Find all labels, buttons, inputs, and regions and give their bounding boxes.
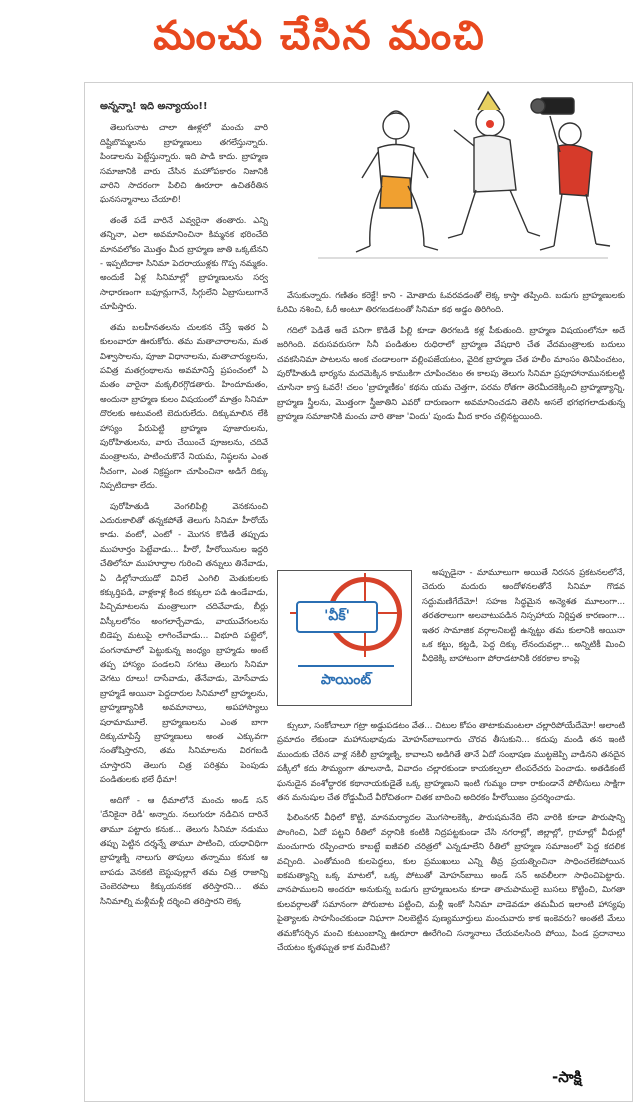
paragraph: తంతే పడే వారినే ఎవ్వరైనా తంతారు. ఎన్ని తన్నినా, ఎలా అవమానించినా కిమ్మనక భరించేది మానవలోకం మొత్తం మీద బ్రాహ్మణ జాతి ఒక్కటేనని - ఇప్పటిదాకా సినిమా పెదరాయుళ్లకు గొప్ప నమ్మకం. అందుకే ఏళ్ల సినిమాల్లో బ్రాహ్మణులను సర్వ సాధారణంగా బఫూన్లుగానే, సిగ్గులేని ఏబ్రాసులుగానే చూపిస్తారు. <box>100 214 268 312</box>
article-title-text: మంచు చేసిన మంచి <box>153 13 486 59</box>
paragraph: ఫిలింనగర్ వీధిలో కొట్టి, మానమర్యాదల మొగసాలకెక్కి, పౌరుషమనేది లేని వారికి కూడా పౌరుషాన్ని పొంగించి, ఏదో పట్టని రీతిలో వర్గానికి కంటికి నిద్రపట్టకుండా చేసి నగరాల్లో, జిల్లాల్లో, గ్రామాల్లో వీధుల్లో మంచుగారు రప్పించారు కాబట్టే ఐజీవలి చరిత్రలో ఎన్నడూలేని రీతిలో బ్రాహ్మణ సమాజంలో పెద్ద కదలిక వచ్చింది. ఎంతోమంది కులపెద్దలు, కుల ప్రముఖులు ఎన్ని తీవ్ర ప్రయత్నించినా సాధించలేకపోయిన ఐకమత్యాన్ని ఒక్క మాటలో, ఒక్క పోటుతో మోహన్‌బాబు అండ్ సన్ అవలీలగా సాధించిపెట్టారు. వానపాములని అందరూ అనుకున్న బడుగు బ్రాహ్మణులను కూడా తాచుపాములై బుసలు కొట్టించి, మిగతా కులవర్గాలతో సమానంగా పోరుబాట పట్టించి, మళ్లీ ఇంకో సినిమా వాడెవడూ తమమీద ఇలాంటి హాస్యపు పైత్యాలకు సాహసించకుండా నిఘాగా నిలబెట్టిన పుణ్యమూర్తులు మంచువారు కాక ఇంకెవరు? అంతటి మేలు తమకోసర్చిన మంచి కుటుంబాన్ని ఊరూరా ఊరేగించి సన్మానాలు చేయవలసింది పోయి, పిండ ప్రదానాలు చేయటం కృతఘ్నత కాక మరేమిటి? <box>277 812 625 953</box>
opening-line: అన్నన్నా! ఇది అన్యాయం!! <box>100 101 208 112</box>
column-bottom <box>277 718 625 1082</box>
paragraph: అప్పుడైనా - మామూలుగా అయితే నిరసన ప్రకటనలలోనే, చెదురు మదురు ఆందోళనలతోనే సినిమా గొడవ సద్దుమణిగేదేమో! సహజ సిద్ధమైన అన్యెశత మూలంగా... తరతరాలుగా అలవాటుపడిన నిస్సహాయ నిర్లిప్తత కారణంగా... ఇతర సామాజిక వర్గాలనిబట్టి ఉన్నట్టు తమ కులానికి అయినా ఒక కట్టు, కట్టడి, పెద్ద దిక్కు లేనందువల్లా... అన్నిటికీ మించి వీధికెక్కి బాహాటంగా పోరాడటానికి రకరకాల కాంప్లె <box>422 567 625 664</box>
weak-point-logo <box>277 570 412 706</box>
paragraph: అదిగో - ఆ ధీమాలోనే మంచు అండ్ సన్ 'దేనికైనా రెడీ' అన్నారు. నలుగురూ నడిచిన దారినే తామూ పట్టారు కనుక... తెలుగు సినిమా నడుము తప్పు పెట్టిన దర్శన్నే తామూ పాటించి, యధావిధిగా బ్రాహ్మణ్ని నాలుగు తాపులు తన్నాము కనుక ఆ బాపడు వెనకటి బెస్టుపుల్లాగే తమ చిత్ర రాజాన్ని చెంబెరపాలు కిక్కుయనకక తరిస్తారని... తమ సినిమాల్ని మళ్లీమళ్లీ దర్శించి తరిస్తారని లెక్క <box>100 794 268 906</box>
paragraph: క్సులూ, సంకోచాలూ గట్రా అడ్డుపడటం వేత... చిటుల కోపం తాటాకుమంటలా చల్లారిపోయేదేమో! అలాంటి ప్రమాదం లేకుండా మహానుభావుడు మోహన్‌బాబుగారు చొరవ తీసుకుని... కదుపు మండి తన ఇంటి ముందుకు చేరిన వాళ్ల నకిలీ బ్రాహ్మణ్ని, కావాలని అడిగితే తానే ఏదో సంభాషణ ముట్టజెప్పి వాడినని తనదైన పక్కీలో కదు సౌమ్యంగా తూలనాడి, వివాదం చల్లారకుండా కాయకల్పలా టింపరేచరు పెంచాడు. అతడికంటే ఘనుడైన వంశోద్ధారక కథానాయకుడైతే ఒక్క బ్రాహ్మణుని ఇంటి గుమ్మం దాకా రాకుండానే పోలీసులు సాక్షిగా తన మనుషుల చేత రోడ్డుమీదే వీరోచితంగా చితక బాదించి అదిరకం హీరోయిజం ప్రదర్శించాడు. <box>277 720 625 803</box>
paragraph: తెలుగునాట చాలా ఊళ్లలో మంచు వారి దిష్టిబొమ్మలను బ్రాహ్మణులు తగలేస్తున్నారు. పిండాలను పెట్టేస్తున్నారు. ఇది పాడి కాదు. బ్రాహ్మణ సమాజానికి వారు చేసిన మహోపకారం నిజానికి వారిని సాదరంగా పిలిచి ఊరూరా ఉచితరీతిన ఘనసన్మానాలు చేయాలి! <box>100 122 268 205</box>
logo-word-2: పాయింట్ <box>298 665 394 695</box>
column-middle <box>277 288 625 548</box>
cartoon-illustration <box>278 86 625 282</box>
paragraph: తమ బలహీనతలను చులకన చేస్తే ఇతర ఏ కులంవారూ ఊరుకోరు. తమ మతాచారాలను, మత విశ్వాసాలను, పూజా విధానాలను, మతాచార్యులను, పవిత్ర మతగ్రంథాలను అవమానిస్తే ప్రపంచంలో ఏ మతం వారైనా మక్కలిరగ్గొడతారు. హిందూమతం, అందునా బ్రాహ్మణ కులం విషయంలో మాత్రం సినిమా దొరలకు అటువంటి బెదురులేదు. దిక్కుమాలిన లేకి హాస్యం పేరుపెట్టి బ్రాహ్మణ పూజారులను, పురోహితులను, వారు చేయించే పూజలను, చదివే మంత్రాలను, పాటించుకొనే నియమ, నిష్ఠలను ఎంత నీచంగా, ఎంత నిక్రష్టంగా చూపించినా అడిగే దిక్కు నిప్పటిదాకా లేదు. <box>100 321 268 491</box>
paragraph: పురోహితుడి వెంగలిపిల్లి వెనకనుంచి ఎదురుకాలితో తన్నకపోతే తెలుగు సినిమా హీరోయే కాడు. వంటో, ఎంటో - మొగన కొడితే తప్పుడు ముహూర్తం పెట్టేవాడు... హీరో, హీరోయినుల ఇద్దరి చేతిలోనూ ముహూర్తాల గురించి తన్నులు తినేవాడు, ఏ డిల్లోనాయుడో వినిలే ఎంగిలి మెతుకులకు కక్కుర్తిపడి, వాళ్లకాళ్ల కింద కక్కులా పడి ఉండేవాడు, పిచ్చిమాటలను మంత్రాలుగా చదివేవాడు, బీర్లు విస్కీలలోనం అంగలార్చేవాడు, వాయువేగంలను బిడెప్ప మటుపై లాగించేవాడు... విభూది పట్టెలో, పంగనామాలో పెట్టుకున్న జంధ్యం బ్రాహ్మడు అంటే తప్ప హాస్యం పండలని సగటు తెలుగు సినిమా వెగటు రూలు! దాసేవాడు, తేనేవాడు, మోసేవాడు బ్రాహ్మడే అయినా పెద్దదారుల సినిమాలో బ్రాహ్మలను, బ్రాహ్మణ్యానికి అవమానాలు, అపహాస్యాలు షరామామూలే. బ్రాహ్మణులను ఎంత బాగా దిక్కుచూపిస్తే బ్రాహ్మణులు అంత ఎక్కువగా సంతోషిస్తారని, తమ సినిమాలను విరగబడి చూస్తారని తెలుగు చిత్ర పరిశ్రమ పెంపుడు పండితులకు భలే ధీమా! <box>100 500 268 785</box>
column-left <box>100 100 268 1086</box>
article-title <box>0 0 639 82</box>
clown-figure <box>448 92 540 238</box>
logo-word-1: 'వీక్' <box>296 601 378 633</box>
paragraph: వేసుకున్నారు. గణితం కరెక్టే! కాని - మోతాదు ఓవరవడంతో లెక్క కాస్తా తప్పింది. బడుగు బ్రాహ్మణులకు ఓరిమి నశించి, ఓరీ అంటూ తిరగబడటంతో సినిమా కథ అడ్డం తిరిగింది. <box>277 290 625 315</box>
signature: -సాక్షి <box>552 1068 582 1086</box>
column-mid-right <box>422 565 625 711</box>
priest-figure <box>356 111 438 252</box>
cameraman-figure <box>531 98 610 250</box>
paragraph: గదిలో పెడితే అదే పనిగా కొడితే పిల్లి కూడా తిరగబడి కళ్ల పీకుతుంది. బ్రాహ్మణ విషయంలోనూ అదే జరిగింది. వరుసవరుసగా సినీ పండితుల రుధిరాలో బ్రాహ్మణ వేషధారి చేత వేదమంత్రాలకు బదులు చవకసినిమా పాటలను అంక చండాలంగా వల్లింపజేయటం, వైదిక బ్రాహ్మణ చేత హలీం మాంసం తినిపించటం, పురోహితుడి భార్యను మదమెక్కిన కాముకిగా చూపించటం ఈ కాలపు తెలుగు సినిమా ప్రపూహానామునకులట్టి చూసినా కాస్త ఓవరే! చలం 'బ్రాహ్మణీకం' కథను యమ చెత్తగా, పరమ రోతగా తెరమీదకెక్కించి బ్రాహ్మణ్యాన్ని, బ్రాహ్మణ స్త్రీలను, మొత్తంగా స్త్రీజాతిని ఎవరో దారుణంగా అవమానించడని తెలిసి అసలే భగభగలాడుతున్న బ్రాహ్మణ సమాజానికి మంచు వారి తాజా 'విందు' పుండు మీద కారం చల్లినట్టయింది. <box>277 324 625 422</box>
